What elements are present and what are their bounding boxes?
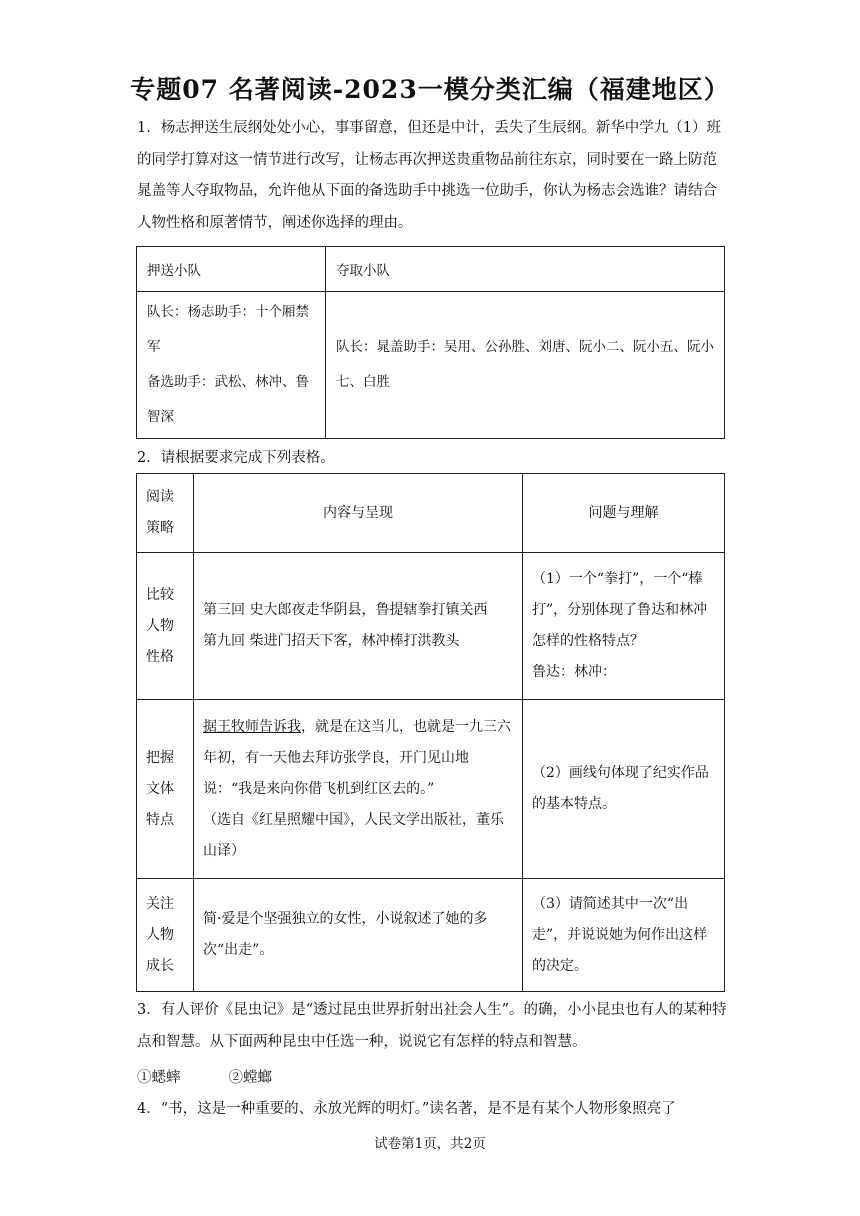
header-strategy: 阅读策略 xyxy=(137,474,194,553)
question-compare xyxy=(523,553,725,700)
quote-text xyxy=(203,712,513,805)
question-3-options xyxy=(137,1063,727,1095)
document-title: 专题07 名著阅读-2023一模分类汇编（福建地区） xyxy=(130,75,730,104)
strategy-genre: 把握文体特点 xyxy=(137,700,194,879)
question-2-text: 2．请根据要求完成下列表格。 xyxy=(137,450,335,466)
option-cricket: ①蟋蟀 xyxy=(137,1070,181,1086)
question-3-text: 3．有人评价《昆虫记》是“透过昆虫世界折射出社会人生”。的确，小小昆虫也有人的某种特点和智慧。从下面两种昆虫中任选一种，说说它有怎样的特点和智慧。 xyxy=(137,1002,727,1050)
chapter-9: 第九回 柴进门招天下客，林冲棒打洪教头 xyxy=(203,633,460,649)
reading-table xyxy=(136,473,725,992)
question-1-prompt: （1）一个“拳打”，一个“棒打”，分别体现了鲁达和林冲怎样的性格特点？ xyxy=(532,571,708,649)
header-question: 问题与理解 xyxy=(523,474,725,553)
seize-team-cell: 队长：晁盖助手：吴用、公孙胜、刘唐、阮小二、阮小五、阮小七、白胜 xyxy=(326,292,725,439)
header-content: 内容与呈现 xyxy=(194,474,523,553)
escort-leader: 队长：杨志助手：十个厢禁军 xyxy=(147,304,309,355)
strategy-compare: 比较人物性格 xyxy=(137,553,194,700)
content-genre xyxy=(194,700,523,879)
seize-team-header: 夺取小队 xyxy=(326,247,725,292)
answer-line: 鲁达：林冲： xyxy=(532,664,616,680)
page-footer: 试卷第1页，共2页 xyxy=(374,1136,486,1152)
content-growth: 简·爱是个坚强独立的女性，小说叙述了她的多次“出走”。 xyxy=(194,879,523,992)
question-4-text: 4．“书，这是一种重要的、永放光辉的明灯。”读名著，是不是有某个人物形象照亮了 xyxy=(137,1101,676,1117)
question-1-text: 1．杨志押送生辰纲处处小心，事事留意，但还是中计，丢失了生辰纲。新华中学九（1）班的同学打算对这一情节进行改写，让杨志再次押送贵重物品前往东京，同时要在一路上防范晁盖等人夺取物品，允许他从下面的备选助手中挑选一位助手，你认为杨志会选谁？请结合人物性格和原著情节，阐述你选择的理由。 xyxy=(137,120,721,231)
escort-team-cell xyxy=(137,292,326,439)
chapter-3: 第三回 史大郎夜走华阴县，鲁提辖拳打镇关西 xyxy=(203,602,488,618)
quote-source: （选自《红星照耀中国》，人民文学出版社，董乐山译） xyxy=(203,811,504,859)
escort-team-header: 押送小队 xyxy=(137,247,326,292)
question-genre: （2）画线句体现了纪实作品的基本特点。 xyxy=(523,700,725,879)
option-mantis: ②螳螂 xyxy=(228,1070,272,1086)
strategy-growth: 关注人物成长 xyxy=(137,879,194,992)
quote-rest: ，就是在这当儿，也就是一九三六年初，有一天他去拜访张学良，开门见山地说：“我是来向你借飞机到红区去的。” xyxy=(203,718,511,797)
content-compare xyxy=(194,553,523,700)
escort-candidates: 备选助手：武松、林冲、鲁智深 xyxy=(147,374,309,425)
question-growth: （3）请简述其中一次“出走”，并说说她为何作出这样的决定。 xyxy=(523,879,725,992)
underlined-sentence: 据王牧师告诉我 xyxy=(203,718,301,735)
escort-table xyxy=(136,246,725,439)
